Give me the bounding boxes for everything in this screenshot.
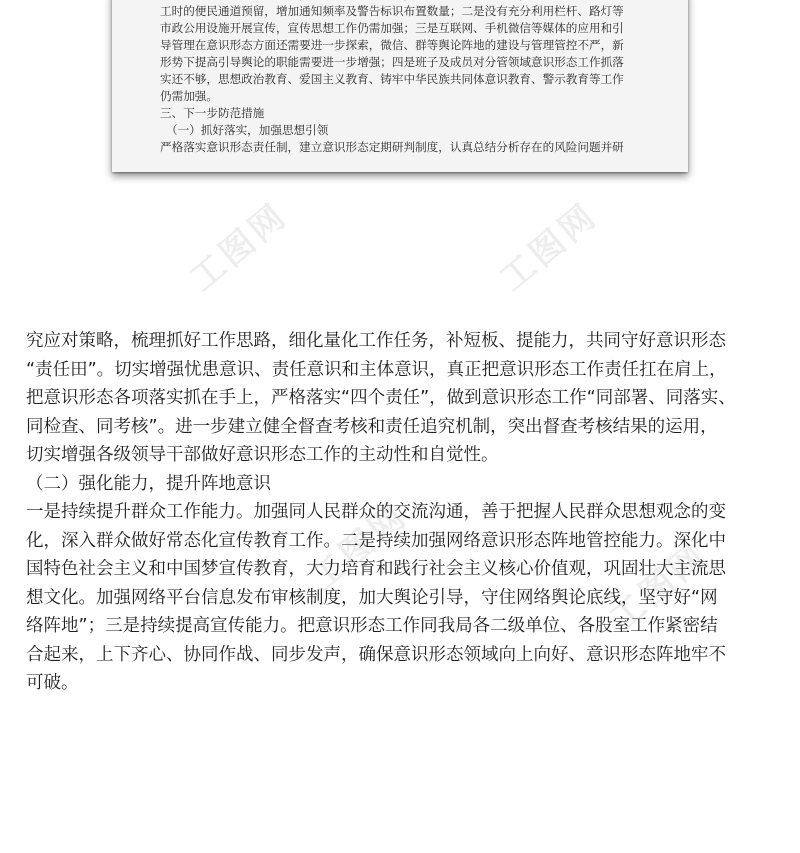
body-line: 络阵地”；三是持续提高宣传能力。把意识形态工作同我局各二级单位、各股室工作紧密结	[26, 616, 718, 636]
watermark-text: 工图网	[602, 535, 716, 640]
watermark-text: 工图网	[182, 195, 296, 300]
sub-heading: （一）抓好落实，加强思想引领	[166, 123, 329, 137]
body-line: 究应对策略，梳理抓好工作思路，细化量化工作任务，补短板、提能力，共同守好意识形态	[26, 331, 726, 351]
body-line: 国特色社会主义和中国梦宣传教育，大力培育和践行社会主义核心价值观，巩固壮大主流思	[26, 559, 726, 579]
body-line: “责任田”。切实增强忧患意识、责任意识和主体意识，真正把意识形态工作责任扛在肩上，	[26, 359, 727, 380]
body-line: 化，深入群众做好常态化宣传教育工作。二是持续加强网络意识形态阵地管控能力。深化中	[26, 530, 726, 551]
document-body	[26, 327, 782, 698]
doc-line: 市政公用设施开展宣传，宣传思想工作仍需加强；三是互联网、手机微信等媒体的应用和引	[160, 21, 624, 35]
doc-line: 工时的便民通道预留，增加通知频率及警告标识布置数量；二是没有充分利用栏杆、路灯等	[160, 4, 624, 18]
body-line: 一是持续提升群众工作能力。加强同人民群众的交流沟通，善于把握人民群众思想观念的变	[26, 502, 726, 522]
body-line: 把意识形态各项落实抓在手上，严格落实“四个责任”，做到意识形态工作“同部署、同落实、	[26, 388, 736, 408]
doc-line: 仍需加强。	[160, 89, 218, 103]
section-heading: 三、下一步防范措施	[160, 106, 265, 120]
body-line: 同检查、同考核”。进一步建立健全督查考核和责任追究机制，突出督查考核结果的运用，	[26, 416, 718, 437]
body-line: 切实增强各级领导干部做好意识形态工作的主动性和自觉性。	[26, 445, 499, 465]
sub-heading-2: （二）强化能力，提升阵地意识	[26, 473, 271, 494]
watermark-text: 工图网	[302, 495, 416, 600]
document-page-preview	[112, 0, 688, 172]
doc-line: 严格落实意识形态责任制，建立意识形态定期研判制度，认真总结分析存在的风险问题并研	[160, 140, 624, 154]
doc-line: 实还不够，思想政治教育、爱国主义教育、铸牢中华民族共同体意识教育、警示教育等工作	[160, 72, 624, 86]
document-page-text	[160, 0, 650, 156]
body-line: 合起来，上下齐心、协同作战、同步发声，确保意识形态领域向上向好、意识形态阵地牢不	[26, 644, 726, 665]
body-line: 可破。	[26, 673, 79, 693]
doc-line: 形势下提高引导舆论的职能需要进一步增强；四是班子及成员对分管领域意识形态工作抓落	[160, 55, 624, 69]
body-line: 想文化。加强网络平台信息发布审核制度，加大舆论引导，守住网络舆论底线，坚守好“网	[26, 587, 718, 608]
watermark-text: 工图网	[492, 195, 606, 300]
doc-line: 导管理在意识形态方面还需要进一步探索，微信、群等舆论阵地的建设与管理管控不严，新	[160, 38, 624, 52]
